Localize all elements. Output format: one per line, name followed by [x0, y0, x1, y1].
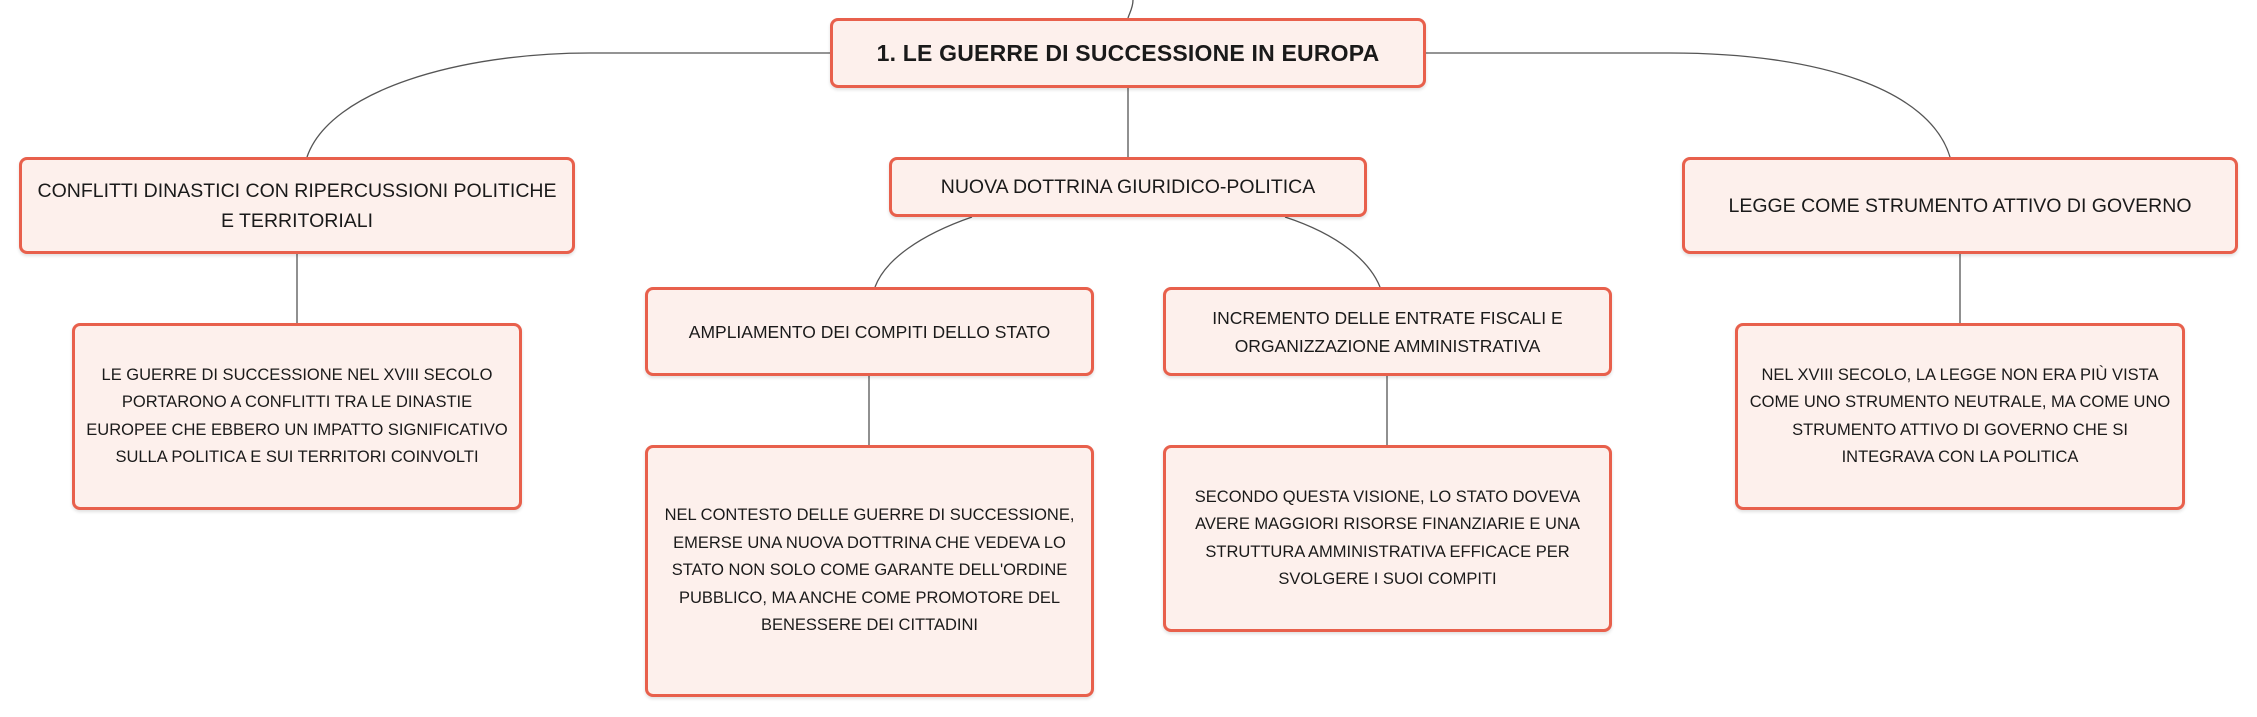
subtopic-left-detail-text: NEL CONTESTO DELLE GUERRE DI SUCCESSIONE, EMERSE UNA NUOVA DOTTRINA CHE VEDEVA LO STATO NON SOLO COME GARANTE DELL'ORDINE PUBBLICO, MA ANCHE COME PROMOTORE DEL BENESSERE DEI CITTADINI	[664, 506, 1075, 635]
branch-left-node[interactable]	[19, 157, 575, 254]
branch-left-detail-text: LE GUERRE DI SUCCESSIONE NEL XVIII SECOLO PORTARONO A CONFLITTI TRA LE DINASTIE EUROPEE CHE EBBERO UN IMPATTO SIGNIFICATIVO SULLA POLITICA E SUI TERRITORI COINVOLTI	[86, 365, 508, 466]
branch-right-label: LEGGE COME STRUMENTO ATTIVO DI GOVERNO	[1728, 194, 2192, 217]
branch-right-detail-text: NEL XVIII SECOLO, LA LEGGE NON ERA PIÙ VISTA COME UNO STRUMENTO NEUTRALE, MA COME UNO STRUMENTO ATTIVO DI GOVERNO CHE SI INTEGRAVA CON LA POLITICA	[1749, 365, 2171, 466]
root-topic-node[interactable]	[830, 18, 1426, 88]
subtopic-right-label: INCREMENTO DELLE ENTRATE FISCALI E ORGANIZZAZIONE AMMINISTRATIVA	[1212, 307, 1563, 356]
branch-center-label: NUOVA DOTTRINA GIURIDICO-POLITICA	[940, 176, 1316, 198]
branch-right-node[interactable]	[1682, 157, 2238, 254]
branch-left-label: CONFLITTI DINASTICI CON RIPERCUSSIONI POLITICHE E TERRITORIALI	[37, 179, 557, 232]
connector-root-left	[307, 53, 830, 157]
branch-left-detail-node[interactable]	[72, 323, 522, 510]
subtopic-left-node[interactable]	[645, 287, 1094, 376]
connector-center-subright	[1285, 217, 1380, 287]
subtopic-right-detail-node[interactable]	[1163, 445, 1612, 632]
connector-root-right	[1426, 53, 1950, 157]
subtopic-right-node[interactable]	[1163, 287, 1612, 376]
root-topic-label: 1. LE GUERRE DI SUCCESSIONE IN EUROPA	[876, 39, 1380, 66]
subtopic-left-detail-node[interactable]	[645, 445, 1094, 697]
branch-right-detail-node[interactable]	[1735, 323, 2185, 510]
subtopic-left-label: AMPLIAMENTO DEI COMPITI DELLO STATO	[688, 321, 1051, 342]
subtopic-right-detail-text: SECONDO QUESTA VISIONE, LO STATO DOVEVA AVERE MAGGIORI RISORSE FINANZIARIE E UNA STRUTTURA AMMINISTRATIVA EFFICACE PER SVOLGERE I SUOI COMPITI	[1194, 487, 1581, 588]
branch-center-node[interactable]	[889, 157, 1367, 217]
connector-center-subleft	[875, 217, 972, 287]
connector-root-parent	[1128, 0, 1133, 18]
